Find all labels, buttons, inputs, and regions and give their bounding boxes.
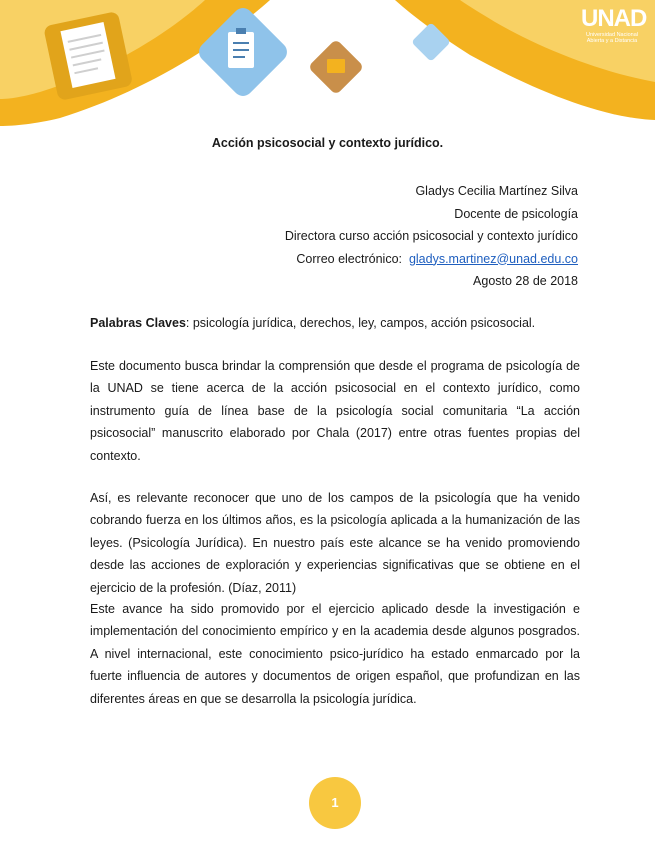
logo-wordmark: UNAD — [581, 5, 647, 32]
logo-subtitle: Universidad Nacional Abierta y a Distancia — [586, 32, 638, 44]
author-name: Gladys Cecilia Martínez Silva — [415, 184, 578, 198]
paragraph-3: Este avance ha sido promovido por el ejercicio aplicado desde la investigación e implementación del conocimiento empírico y en la academia desde algunos posgrados. A nivel internacional, este conocimiento psico-jurídico ha estado enmarcado por la fuerte influencia de autores y documentos de origen español, que profundizan en las diferentes áreas en que se desarrolla la psicología jurídica. — [90, 602, 580, 706]
email-link[interactable]: gladys.martinez@unad.edu.co — [408, 251, 578, 266]
keywords-line — [90, 312, 580, 334]
email-label: Correo electrónico: — [296, 251, 402, 266]
author-email-line — [285, 248, 578, 271]
paragraph-2: Así, es relevante reconocer que uno de los campos de la psicología que ha venido cobrando fuerza en los últimos años, es la psicología aplicada a la humanización de las leyes. (Psicología Jurídica). En nuestro país este alcance se ha venido promoviendo desde las acciones de exploración y experiencias significativas que se obtiene en el ejercicio de la profesión. (Díaz, 2011) — [90, 491, 580, 595]
book-cover — [327, 59, 345, 73]
keywords-label: Palabras Claves — [90, 316, 186, 330]
page-number-badge: 1 — [309, 777, 361, 829]
notepad-icon — [43, 11, 133, 101]
author-block — [285, 180, 578, 293]
author-role: Docente de psicología — [454, 206, 578, 221]
header-artwork — [0, 0, 655, 130]
document-title: Acción psicosocial y contexto jurídico. — [211, 136, 444, 150]
author-position: Directora curso acción psicosocial y contexto jurídico — [284, 229, 578, 243]
keywords-list: : psicología jurídica, derechos, ley, campos, acción psicosocial. — [185, 316, 536, 330]
unad-logo — [581, 5, 647, 44]
header-banner — [0, 0, 655, 130]
author-date: Agosto 28 de 2018 — [473, 274, 578, 288]
paragraph-1: Este documento busca brindar la comprensión que desde el programa de psicología de la UNAD se tiene acerca de la acción psicosocial en el contexto jurídico, como instrumento guía de línea base de la psicología social comunitaria “La acción psicosocial” manuscrito elaborado por Chala (2017) entre otras fuentes propias del contexto. — [90, 359, 580, 463]
